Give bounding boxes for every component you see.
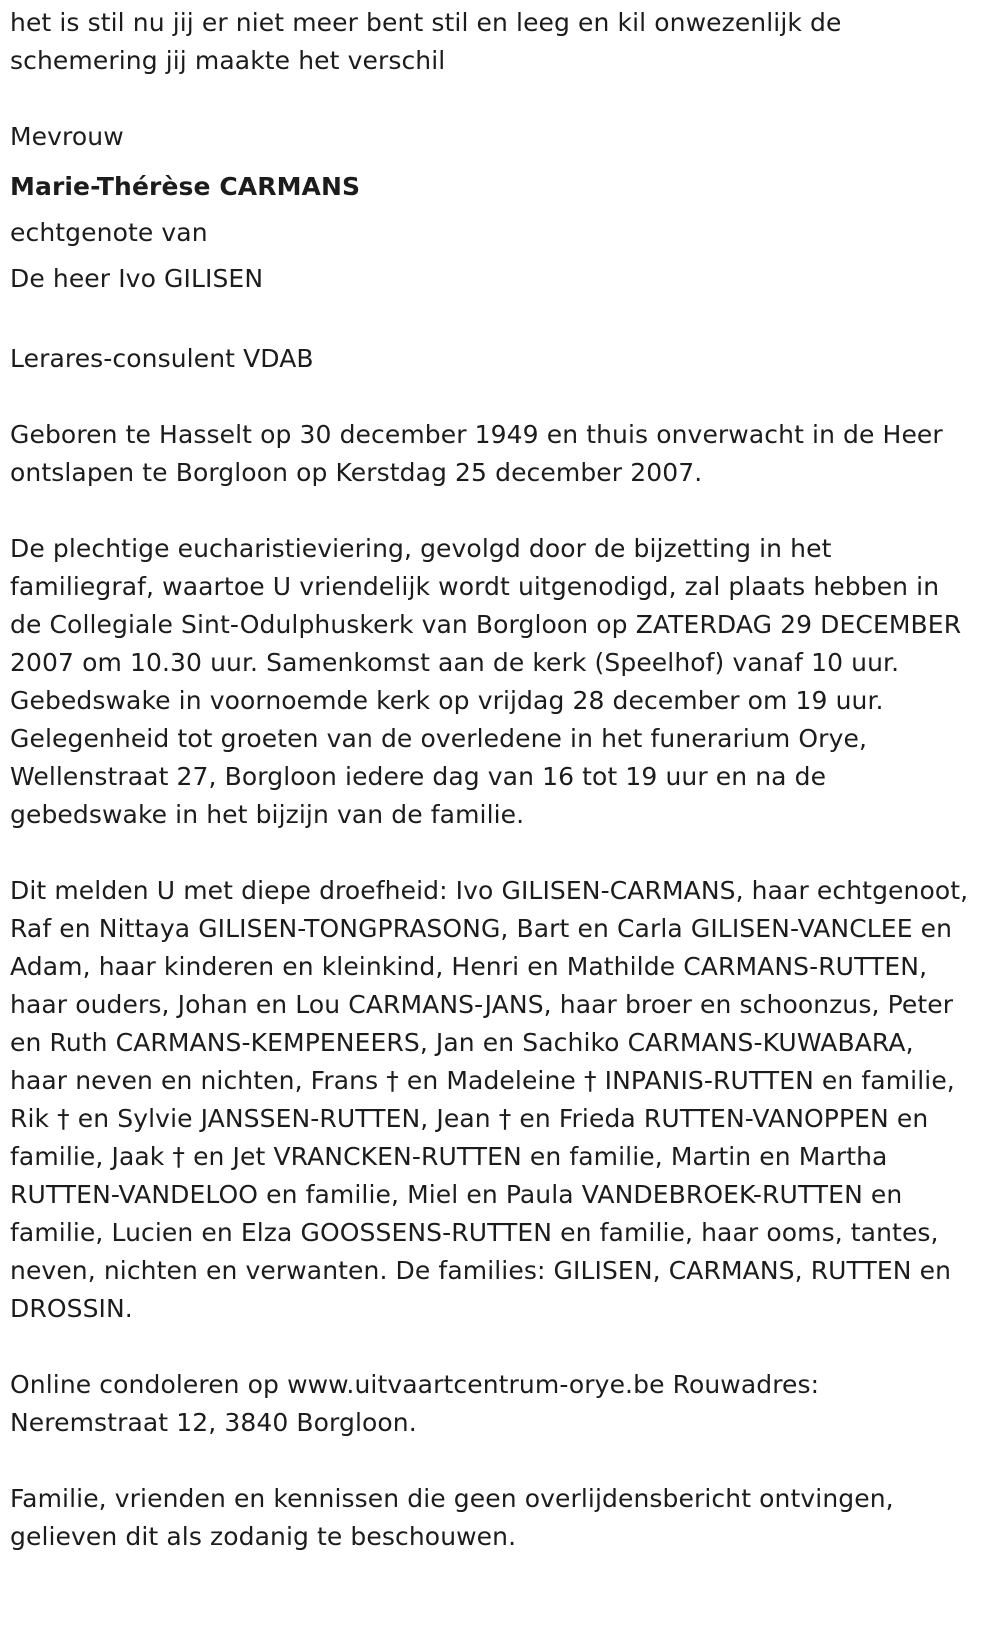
title-prefix: Mevrouw (10, 122, 124, 151)
deceased-name: Marie-Thérèse CARMANS (10, 172, 361, 201)
name-block (10, 118, 970, 302)
relation-label: echtgenote van (10, 218, 208, 247)
birth-death-paragraph: Geboren te Hasselt op 30 december 1949 en thuis onverwacht in de Heer ontslapen te Borgloon op Kerstdag 25 december 2007. (10, 420, 943, 487)
profession: Lerares-consulent VDAB (10, 344, 314, 373)
epigraph-poem: het is stil nu jij er niet meer bent stil en leeg en kil onwezenlijk de schemering jij maakte het verschil (10, 8, 842, 75)
condolences-paragraph: Online condoleren op www.uitvaartcentrum-orye.be Rouwadres: Neremstraat 12, 3840 Borgloon. (10, 1370, 820, 1437)
spouse-name: De heer Ivo GILISEN (10, 264, 264, 293)
family-paragraph: Dit melden U met diepe droefheid: Ivo GILISEN-CARMANS, haar echtgenoot, Raf en Nittaya GILISEN-TONGPRASONG, Bart en Carla GILISEN-VANCLEE en Adam, haar kinderen en kleinkind, Henri en Mathilde CARMANS-RUTTEN, haar ouders, Johan en Lou CARMANS-JANS, haar broer en schoonzus, Peter en Ruth CARMANS-KEMPENEERS, Jan en Sachiko CARMANS-KUWABARA, haar neven en nichten, Frans † en Madeleine † INPANIS-RUTTEN en familie, Rik † en Sylvie JANSSEN-RUTTEN, Jean † en Frieda RUTTEN-VANOPPEN en familie, Jaak † en Jet VRANCKEN-RUTTEN en familie, Martin en Martha RUTTEN-VANDELOO en familie, Miel en Paula VANDEBROEK-RUTTEN en familie, Lucien en Elza GOOSSENS-RUTTEN en familie, haar ooms, tantes, neven, nichten en verwanten. De families: GILISEN, CARMANS, RUTTEN en DROSSIN. (10, 876, 969, 1323)
ceremony-paragraph: De plechtige eucharistieviering, gevolgd door de bijzetting in het familiegraf, waartoe U vriendelijk wordt uitgenodigd, zal plaats hebben in de Collegiale Sint-Odulphuskerk van Borgloon op ZATERDAG 29 DECEMBER 2007 om 10.30 uur. Samenkomst aan de kerk (Speelhof) vanaf 10 uur. Gebedswake in voornoemde kerk op vrijdag 28 december om 19 uur. Gelegenheid tot groeten van de overledene in het funerarium Orye, Wellenstraat 27, Borgloon iedere dag van 16 tot 19 uur en na de gebedswake in het bijzijn van de familie. (10, 534, 962, 829)
closing-paragraph: Familie, vrienden en kennissen die geen overlijdensbericht ontvingen, gelieven dit als zodanig te beschouwen. (10, 1484, 894, 1551)
